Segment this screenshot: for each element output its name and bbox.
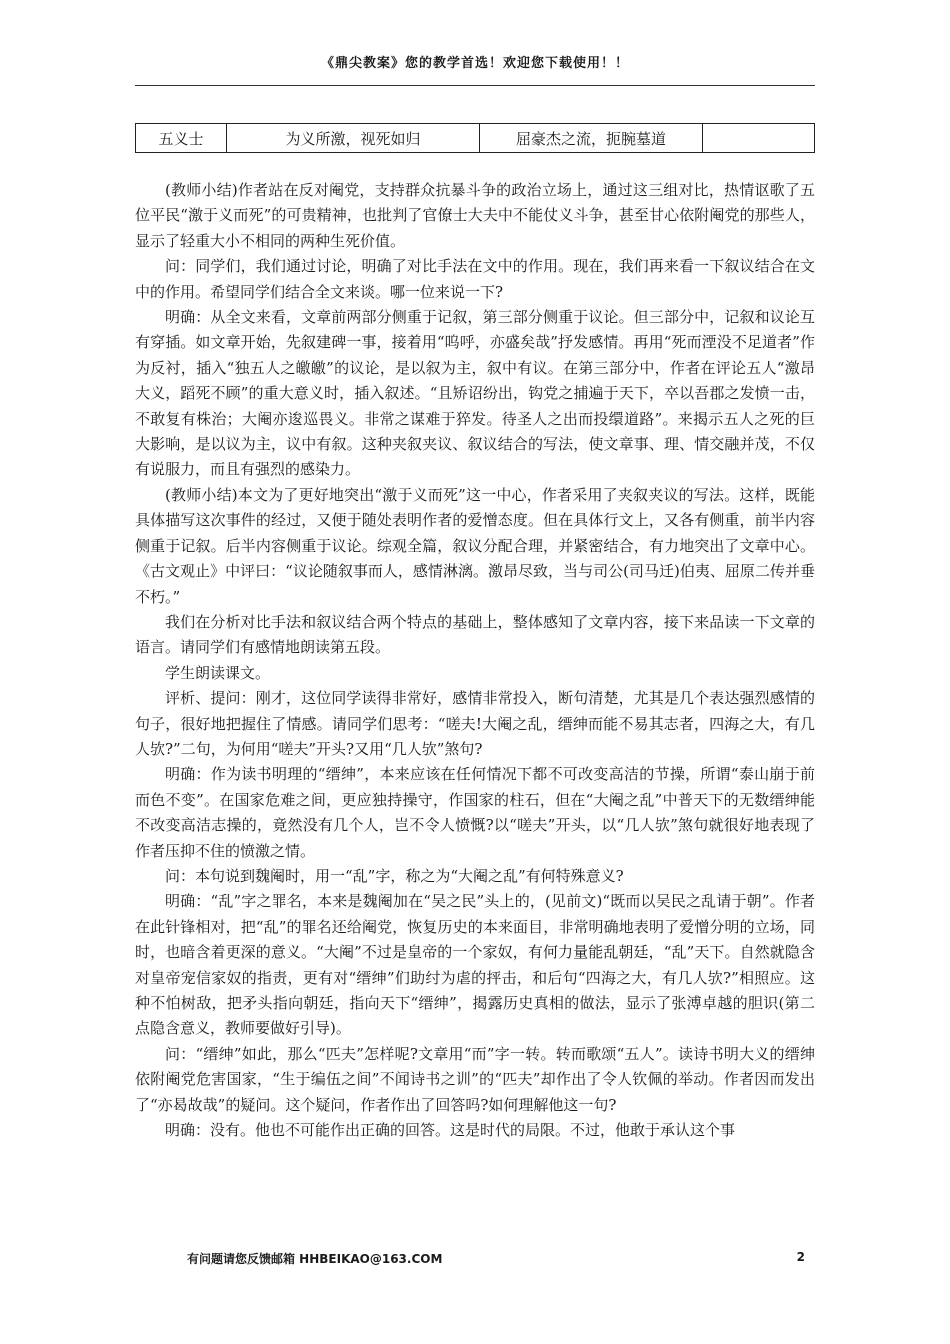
feedback-email-note: 有问题请您反馈邮箱 HHBEIKAO@163.COM [187, 1252, 443, 1266]
table-row [136, 124, 815, 153]
body-text [135, 178, 815, 1143]
paragraph: (教师小结)作者站在反对阉党，支持群众抗暴斗争的政治立场上，通过这三组对比，热情讴歌了五位平民“激于义而死”的可贵精神，也批判了官僚士大夫中不能仗义斗争，甚至甘心依附阉党的那些人，显示了轻重大小不相同的两种生死价值。 [135, 181, 815, 250]
page-header: 《鼎尖教案》您的教学首选！欢迎您下载使用！！ [320, 56, 629, 71]
paragraph: 明确：作为读书明理的“缙绅”，本来应该在任何情况下都不可改变高洁的节操，所谓“泰山崩于前而色不变”。在国家危难之间，更应独持操守，作国家的柱石，但在“大阉之乱”中普天下的无数缙绅能不改变高洁志操的，竟然没有几个人，岂不令人愤慨?以“嗟夫”开头，以“几人欤”煞句就很好地表现了作者压抑不住的愤激之情。 [135, 765, 815, 860]
header-divider [135, 85, 815, 86]
table-cell: 五义士 [136, 124, 227, 153]
paragraph: 问：本句说到魏阉时，用一“乱”字，称之为“大阉之乱”有何特殊意义? [165, 866, 624, 885]
paragraph: 明确：从全文来看，文章前两部分侧重于记叙，第三部分侧重于议论。但三部分中，记叙和议论互有穿插。如文章开始，先叙建碑一事，接着用“呜呼，亦盛矣哉”抒发感情。再用“死而湮没不足道者”作为反衬，插入“独五人之皦皦”的议论，是以叙为主，叙中有议。在第三部分中，作者在评论五人“激昂大义，蹈死不顾”的重大意义时，插入叙述。“且矫诏纷出，钩党之捕遍于天下，卒以吾郡之发愤一击，不敢复有株治；大阉亦逡巡畏义。非常之谋难于猝发。待圣人之出而投缳道路”。来揭示五人之死的巨大影响，是以议为主，议中有叙。这种夹叙夹议、叙议结合的写法，使文章事、理、情交融并茂，不仅有说服力，而且有强烈的感染力。 [135, 308, 815, 479]
table-cell [703, 124, 815, 153]
comparison-table [135, 123, 815, 153]
paragraph: 明确：没有。他也不可能作出正确的回答。这是时代的局限。不过，他敢于承认这个事 [165, 1121, 736, 1140]
table-cell: 屈豪杰之流，扼腕墓道 [480, 124, 703, 153]
paragraph: 明确：“乱”字之罪名，本来是魏阉加在“吴之民”头上的，(见前文)“既而以吴民之乱请于朝”。作者在此针锋相对，把“乱”的罪名还给阉党，恢复历史的本来面目，非常明确地表明了爱憎分明的立场，同时，也暗含着更深的意义。“大阉”不过是皇帝的一个家奴，有何力量能乱朝廷，“乱”天下。自然就隐含对皇帝宠信家奴的指责，更有对“缙绅”们助纣为虐的抨击，和后句“四海之大，有几人欤?”相照应。这种不怕树敌，把矛头指向朝廷，指向天下“缙绅”，揭露历史真相的做法，显示了张溥卓越的胆识(第二点隐含意义，教师要做好引导)。 [135, 892, 815, 1038]
paragraph: (教师小结)本文为了更好地突出“激于义而死”这一中心，作者采用了夹叙夹议的写法。这样，既能具体描写这次事件的经过，又便于随处表明作者的爱憎态度。但在具体行文上，又各有侧重，前半内容侧重于记叙。后半内容侧重于议论。综观全篇，叙议分配合理，并紧密结合，有力地突出了文章中心。《古文观止》中评曰：“议论随叙事而人，感情淋漓。激昂尽致，当与司公(司马迁)伯夷、屈原二传并垂不朽。” [135, 485, 815, 606]
paragraph: 问：“缙绅”如此，那么“匹夫”怎样呢?文章用“而”字一转。转而歌颂“五人”。读诗书明大义的缙绅依附阉党危害国家，“生于编伍之间”不闻诗书之训”的“匹夫”却作出了令人钦佩的举动。作者因而发出了“亦曷故哉”的疑问。这个疑问，作者作出了回答吗?如何理解他这一句? [135, 1044, 815, 1114]
paragraph: 问：同学们，我们通过讨论，明确了对比手法在文中的作用。现在，我们再来看一下叙议结合在文中的作用。希望同学们结合全文来谈。哪一位来说一下? [135, 257, 815, 301]
paragraph: 我们在分析对比手法和叙议结合两个特点的基础上，整体感知了文章内容，接下来品读一下文章的语言。请同学们有感情地朗读第五段。 [135, 612, 815, 657]
page-number: 2 [796, 1250, 805, 1264]
table-cell: 为义所激，视死如归 [227, 124, 480, 153]
paragraph: 学生朗读课文。 [165, 663, 271, 682]
paragraph: 评析、提问：刚才，这位同学读得非常好，感情非常投入，断句清楚，尤其是几个表达强烈感情的句子，很好地把握住了情感。请同学们思考：“嗟夫!大阉之乱，缙绅而能不易其志者，四海之大，有几人欤?”二句，为何用“嗟夫”开头?又用“几人欤”煞句? [135, 689, 815, 758]
